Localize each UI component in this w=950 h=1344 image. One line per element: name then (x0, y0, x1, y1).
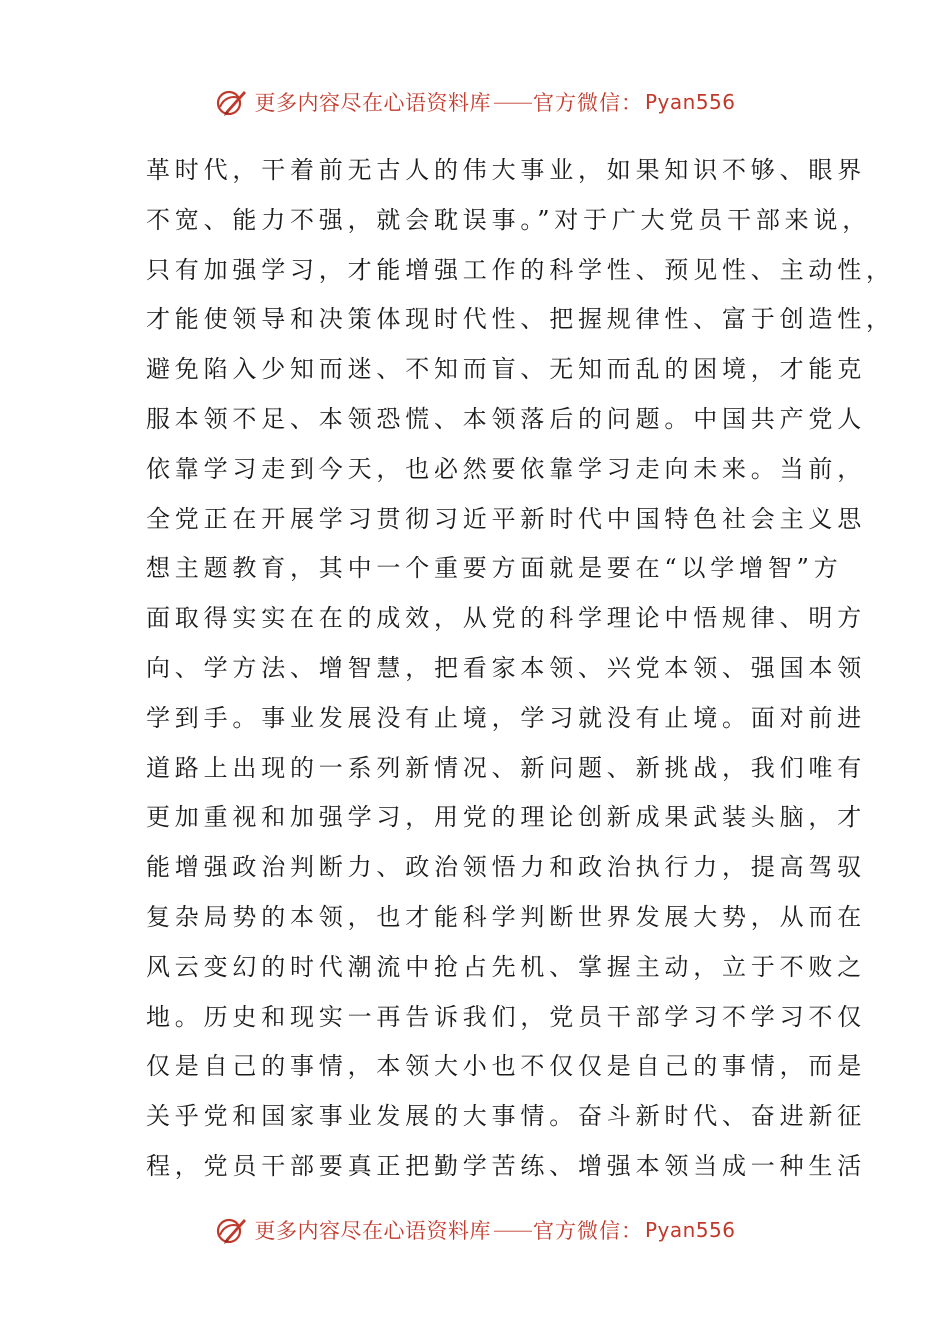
text-line: 面取得实实在在的成效，从党的科学理论中悟规律、明方 (146, 604, 866, 633)
text-line: 服本领不足、本领恐慌、本领落后的问题。中国共产党人 (146, 404, 866, 433)
header-watermark (0, 82, 950, 122)
body-text (146, 146, 895, 1192)
text-line: 全党正在开展学习贯彻习近平新时代中国特色社会主义思 (146, 504, 866, 533)
text-line: 革时代，干着前无古人的伟大事业，如果知识不够、眼界 (146, 156, 866, 184)
text-line: 向、学方法、增智慧，把看家本领、兴党本领、强国本领 (146, 653, 866, 682)
watermark-separator: —— (492, 1218, 531, 1242)
text-line: 学到手。事业发展没有止境，学习就没有止境。面对前进 (146, 703, 866, 732)
text-line: 仅是自己的事情，本领大小也不仅仅是自己的事情，而是 (146, 1052, 866, 1081)
text-line: 避免陷入少知而迷、不知而盲、无知而乱的困境，才能克 (146, 355, 866, 384)
text-line: 不宽、能力不强，就会耽误事。”对于广大党员干部来说， (146, 205, 872, 234)
text-line: 地。历史和现实一再告诉我们，党员干部学习不学习不仅 (146, 1002, 866, 1031)
watermark-tail-text: 官方微信： (532, 91, 643, 115)
watermark-main-text: 更多内容尽在心语资料库 (254, 91, 491, 115)
text-line: 只有加强学习，才能增强工作的科学性、预见性、主动性， (146, 255, 895, 284)
footer-watermark (0, 1210, 950, 1250)
text-line: 道路上出现的一系列新情况、新问题、新挑战，我们唯有 (146, 753, 866, 782)
text-line: 想主题教育，其中一个重要方面就是要在“以学增智”方 (146, 554, 843, 583)
text-line: 程，党员干部要真正把勤学苦练、增强本领当成一种生活 (146, 1151, 866, 1180)
text-line: 才能使领导和决策体现时代性、把握规律性、富于创造性， (146, 305, 895, 334)
text-line: 关乎党和国家事业发展的大事情。奋斗新时代、奋进新征 (146, 1102, 866, 1131)
pen-swirl-logo-icon (214, 85, 248, 119)
watermark-wechat-id: Pyan556 (644, 90, 736, 114)
watermark-tail-text: 官方微信： (532, 1219, 643, 1243)
text-line: 依靠学习走到今天，也必然要依靠学习走向未来。当前， (146, 454, 866, 483)
text-line: 复杂局势的本领，也才能科学判断世界发展大势，从而在 (146, 902, 866, 931)
text-line: 风云变幻的时代潮流中抢占先机、掌握主动，立于不败之 (146, 952, 866, 981)
watermark-separator: —— (492, 90, 531, 114)
watermark-main-text: 更多内容尽在心语资料库 (254, 1219, 491, 1243)
watermark-wechat-id: Pyan556 (644, 1218, 736, 1242)
text-line: 能增强政治判断力、政治领悟力和政治执行力，提高驾驭 (146, 853, 866, 882)
text-line: 更加重视和加强学习，用党的理论创新成果武装头脑，才 (146, 803, 866, 832)
pen-swirl-logo-icon (214, 1213, 248, 1247)
